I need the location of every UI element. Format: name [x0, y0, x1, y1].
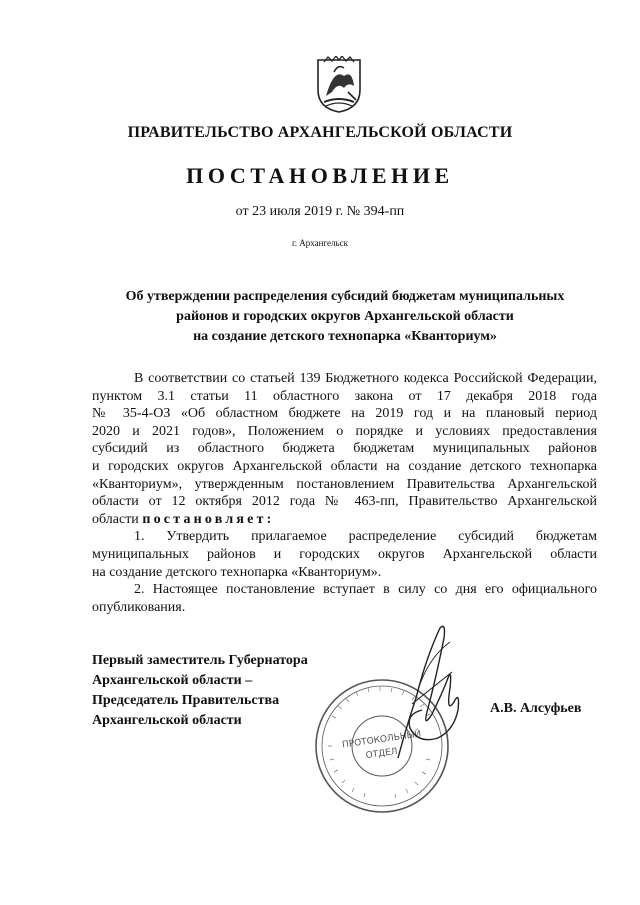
signatory-position-line: Первый заместитель Губернатора — [92, 653, 308, 668]
preamble-line: № 35-4-ОЗ «Об областном бюджете на 2019 год и на плановый период — [92, 406, 597, 422]
document-body — [92, 370, 597, 616]
coat-of-arms-icon — [314, 56, 364, 114]
preamble-line: 2020 и 2021 годов», Положением о порядке и условиях предоставления — [92, 423, 597, 439]
preamble-line: и городских округов Архангельской области на создание детского технопарка — [92, 458, 597, 474]
decrees-word: постановляет: — [142, 511, 275, 527]
stamp-text: ПРОТОКОЛЬНЫЙ — [341, 729, 422, 751]
document-city: г. Архангельск — [292, 238, 348, 248]
preamble-line: пунктом 3.1 статьи 11 областного закона от 17 декабря 2018 года — [92, 388, 597, 404]
signatory-position — [92, 651, 308, 731]
signatory-name: А.В. Алсуфьев — [490, 701, 582, 716]
preamble-final-line — [92, 511, 597, 529]
preamble-line: области от 12 октября 2012 года № 463-пп, Правительство Архангельской — [92, 494, 597, 510]
preamble-end: области — [92, 511, 139, 527]
signatory-position-line: Архангельской области — [92, 713, 242, 728]
item-1-line: на создание детского технопарка «Кванториум». — [92, 564, 382, 580]
heading-line: районов и городских округов Архангельской области — [176, 309, 514, 324]
stamp-text: ОТДЕЛ — [365, 746, 399, 762]
heading-line: на создание детского технопарка «Кванториум» — [193, 329, 497, 344]
heading-line: Об утверждении распределения субсидий бюджетам муниципальных — [125, 289, 565, 304]
preamble-line: субсидий из областного бюджета бюджетам муниципальных районов — [92, 441, 597, 457]
item-1-line: 1. Утвердить прилагаемое распределение субсидий бюджетам — [134, 529, 597, 545]
item-2-line: опубликования. — [92, 599, 186, 615]
preamble-line: «Кванториум», утвержденным постановлением Правительства Архангельской — [92, 476, 597, 492]
signatory-position-line: Председатель Правительства — [92, 693, 280, 708]
handwritten-signature — [388, 618, 468, 768]
document-type: ПОСТАНОВЛЕНИЕ — [186, 163, 454, 188]
government-name: ПРАВИТЕЛЬСТВО АРХАНГЕЛЬСКОЙ ОБЛАСТИ — [127, 124, 513, 141]
preamble-line: В соответствии со статьей 139 Бюджетного кодекса Российской Федерации, — [134, 371, 597, 386]
document-date-number: от 23 июля 2019 г. № 394-пп — [235, 204, 405, 219]
document-heading — [80, 287, 610, 347]
item-2-line: 2. Настоящее постановление вступает в силу со дня его официального — [134, 582, 597, 598]
signatory-position-line: Архангельской области – — [92, 673, 253, 688]
item-1-line: муниципальных районов и городских округов Архангельской области — [92, 546, 597, 562]
